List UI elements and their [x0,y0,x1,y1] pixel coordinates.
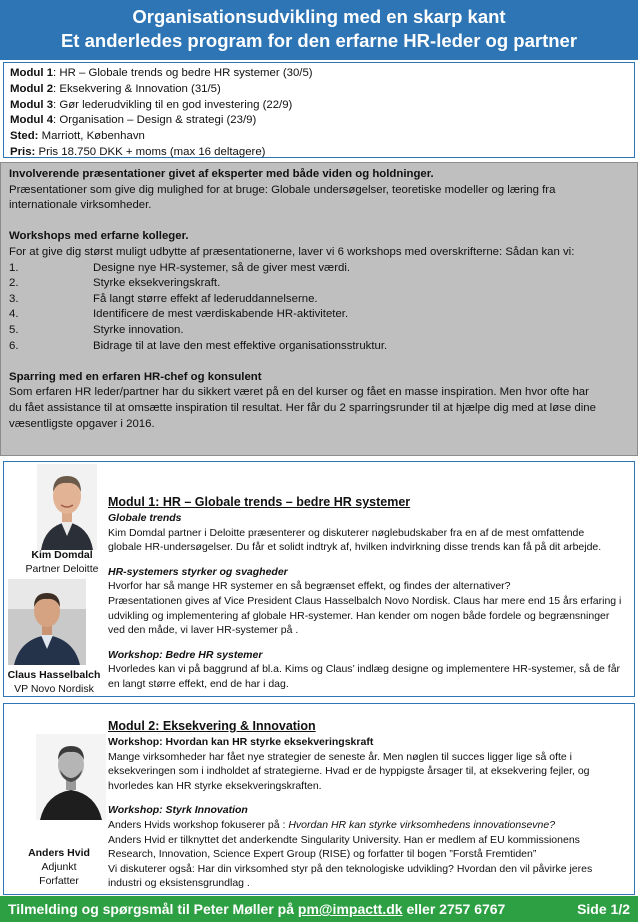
claus-hasselbalch-caption [4,668,104,696]
page-title: Organisationsudvikling med en skarp kant [132,6,506,27]
page-subtitle: Et anderledes program for den erfarne HR-leder og partner [60,30,578,51]
workshop-list-item: 2. Styrke eksekveringskraft. [9,277,221,290]
module-2-title: Modul 2: Eksekvering & Innovation [108,719,316,733]
speaker-name: Anders Hvid [28,847,90,859]
section-text: Hvorledes kan vi på baggrund af bl.a. Kims og Claus’ indlæg designe og implementere HR-systemer, så de får [108,663,621,676]
footer-phone: eller 2757 6767 [402,901,506,917]
section-text: hvorledes kan HR styrke eksekveringskraften. [108,779,322,792]
kim-domdal-caption [12,548,112,576]
speaker-name: Claus Hasselbalch [7,669,101,681]
overview-text: internationale virksomheder. [9,199,152,212]
section-text: udvikling og implementering af globale HR-systemer. Han kender om nogen både fordele og begrænsninger [108,609,610,622]
workshop-list-item: 3. Få langt større effekt af lederuddannelserne. [9,292,318,305]
workshop-list-item: 1. Designe nye HR-systemer, så de giver mest værdi. [9,261,351,274]
section-text: Hvorfor har så mange HR systemer en så begrænset effekt, og findes der alternativer? [108,580,511,593]
section-text: Anders Hvids workshop fokuserer på : Hvordan HR kan styrke virksomhedens innovationsevne? [108,818,556,831]
section-heading: Globale trends [108,512,182,524]
speaker-role: Adjunkt [41,861,77,873]
anders-hvid-photo [36,734,106,820]
info-line: Sted: Marriott, København [10,130,145,143]
section-text: eksekveringen som i indholdet af strategierne. Hvad er de hyppigste årsager til, at eksekvering fejler, og [108,765,590,778]
workshop-list-item: 6. Bidrage til at lave den mest effektive organisationsstruktur. [9,339,388,352]
overview-text: For at give dig størst muligt udbytte af præsentationerne, laver vi 6 workshops med overskrifterne: Sådan kan vi: [9,245,575,258]
program-overview [0,162,638,456]
overview-heading-workshops: Workshops med erfarne kolleger. [9,230,189,243]
overview-text: du fået assistance til at omsætte inspiration til resultat. Her får du 2 sparringsrunder til at hjælpe dig med at løse dine [9,401,596,414]
speaker-role: VP Novo Nordisk [14,683,94,695]
module-1-content [108,494,621,692]
overview-text: Som erfaren HR leder/partner har du sikkert været på en del kurser og fået en masse inspiration. Men hvor ofte har [9,386,589,399]
speaker-role: Partner Deloitte [25,563,99,575]
claus-hasselbalch-photo [8,579,86,665]
section-text: globale HR-undersøgelser. Du får et solidt indtryk af, hvilken indvirkning disse trends kan få på dit arbejde. [108,541,602,554]
overview-text: Præsentationer som give dig mulighed for at bruge: Globale undersøgelser, teoretiske modeller og læring fra [9,183,556,196]
contact-email-link[interactable]: pm@impactt.dk [297,901,403,917]
section-text: en langt større effekt, end de har i dag. [108,677,289,690]
section-text: Research, Innovation, Science Expert Group (RISE) og forfatter til bogen ”Forstå Fremtiden” [108,848,537,861]
speaker-name: Kim Domdal [31,549,93,561]
module-1-section [3,461,635,697]
section-text: industri og eksistensgrundlag . [108,877,250,890]
module-2-content [108,718,592,891]
info-line: Modul 4: Organisation – Design & strategi (23/9) [10,114,257,127]
workshop-list-item: 4. Identificere de mest værdiskabende HR-aktiviteter. [9,308,349,321]
section-text: ved den måde, vi laver HR-systemer på . [108,624,299,637]
module-2-section [3,703,635,895]
section-text: Kim Domdal partner i Deloitte præsenterer og diskuterer nøglebudskaber fra en af de mest omfattende [108,526,585,539]
section-text: Vi diskuterer også: Har din virksomhed styr på den teknologiske udvikling? Hvordan den vil påvirke jeres [108,862,593,875]
anders-hvid-caption [9,846,109,888]
footer-text: Tilmelding og spørgsmål til Peter Møller på [8,901,298,917]
info-line: Modul 2: Eksekvering & Innovation (31/5) [10,82,221,95]
overview-heading-presentations: Involverende præsentationer givet af eksperter med både viden og holdninger. [9,168,434,180]
overview-text: væsentligste opgaver i 2016. [9,417,155,430]
section-text: Præsentationen gives af Vice President Claus Hasselbalch Novo Nordisk. Claus har mere end 15 års erfaring i [108,594,622,607]
section-heading: Workshop: Bedre HR systemer [108,648,263,661]
info-line: Pris: Pris 18.750 DKK + moms (max 16 deltagere) [10,145,266,158]
speaker-role: Forfatter [39,875,79,887]
workshop-list-item: 5. Styrke innovation. [9,323,184,336]
kim-domdal-photo [37,464,97,550]
module-1-title: Modul 1: HR – Globale trends – bedre HR systemer [108,495,411,509]
signup-footer [0,896,638,922]
page-number: Side 1/2 [577,901,630,917]
program-info-box [3,62,635,158]
overview-heading-sparring: Sparring med en erfaren HR-chef og konsulent [9,370,262,383]
section-heading: Workshop: Styrk Innovation [108,804,248,817]
section-text: Anders Hvid er tilknyttet det anderkendte Singularity University. Han er medlem af EU kommissionens [108,833,580,846]
info-line: Modul 3: Gør lederudvikling til en god investering (22/9) [10,98,293,111]
info-line: Modul 1: HR – Globale trends og bedre HR systemer (30/5) [10,67,313,79]
section-heading: Workshop: Hvordan kan HR styrke eksekveringskraft [108,736,374,748]
section-heading: HR-systemers styrker og svagheder [108,565,288,578]
section-text: Mange virksomheder har fået nye strategier de seneste år. Men nøglen til succes ligger lige så ofte i [108,750,572,763]
page-header [0,0,638,60]
